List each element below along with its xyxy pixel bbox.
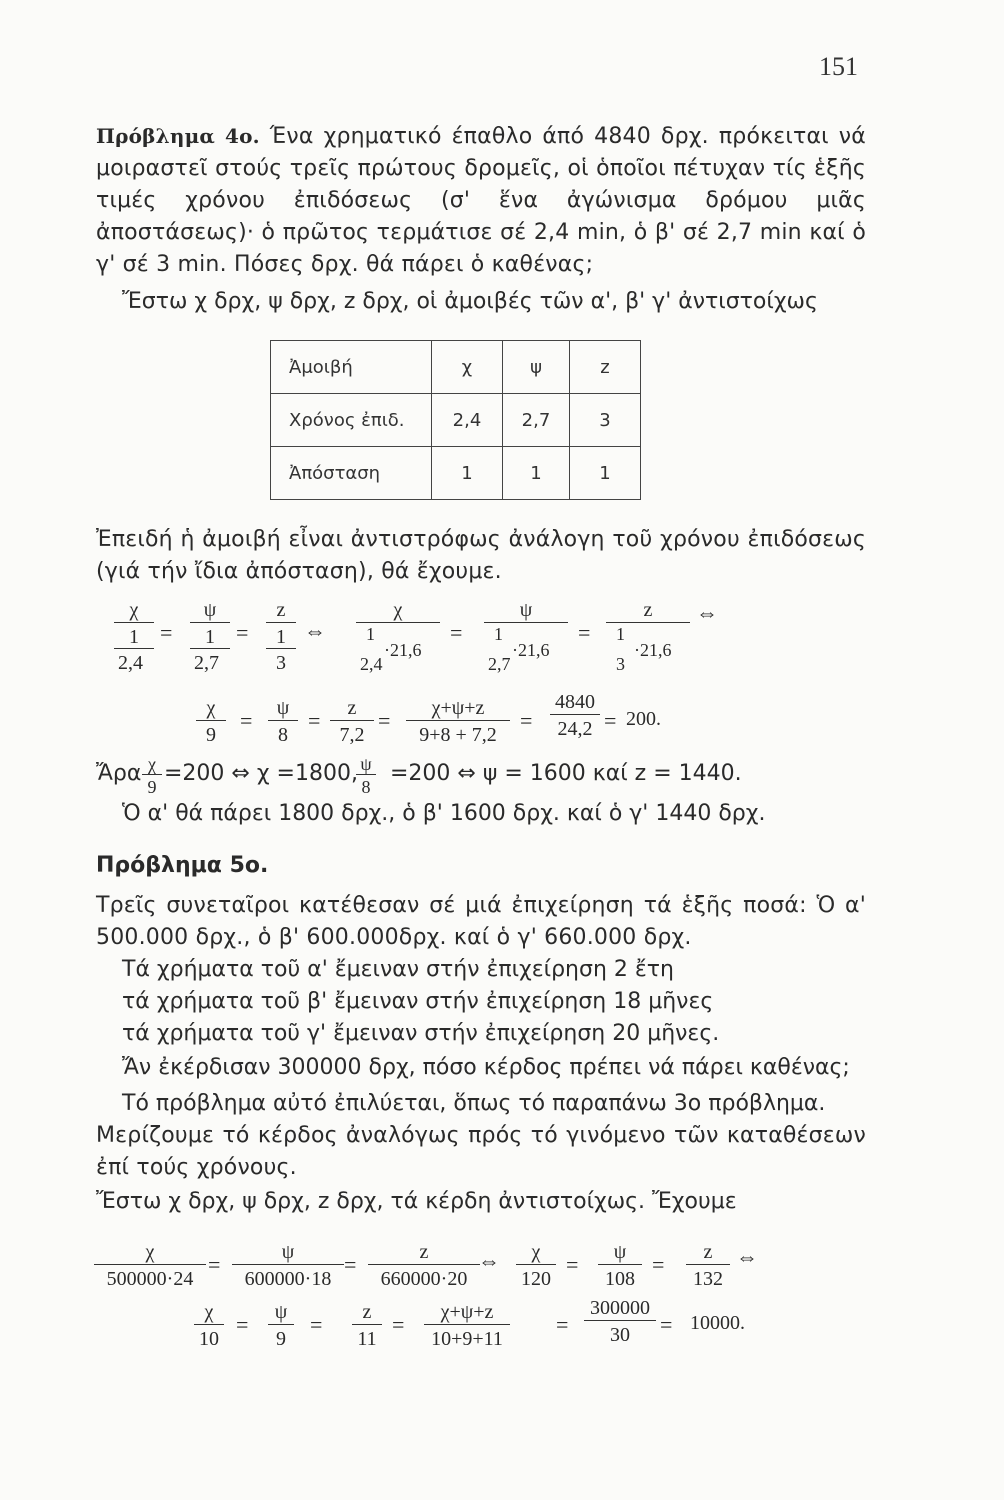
equals-sign: = <box>660 1312 673 1337</box>
inner-denominator: 3 <box>616 654 625 674</box>
inner-numerator: 1 <box>616 624 625 644</box>
numerator: z <box>266 598 296 623</box>
problem5-line1: Τρεῖς συνεταῖροι κατέθεσαν σέ μιά ἐπιχείρηση τά ἑξῆς ποσά: Ὁ α' 500.000 δρχ., ὁ β' 600.000δρχ. καί ὁ γ' 660.000 δρχ. <box>96 893 866 950</box>
equivalence-arrow: ⇔ <box>696 600 718 625</box>
numerator: χ+ψ+z <box>406 696 510 721</box>
problem5-line8: Ἔστω χ δρχ, ψ δρχ, z δρχ, τά κέρδη ἀντιστοίχως. Ἔχουμε <box>96 1189 737 1214</box>
table-header-cell: Ἀμοιβή <box>271 341 432 394</box>
numerator: ψ <box>190 598 230 623</box>
table-header-cell: χ <box>432 341 503 394</box>
numerator: 4840 <box>550 690 600 715</box>
table-cell: 1 <box>432 447 503 500</box>
table-header-cell: z <box>570 341 641 394</box>
numerator: z <box>606 598 690 623</box>
fraction <box>142 754 162 797</box>
denominator: 120 <box>521 1268 551 1290</box>
fraction <box>606 598 690 623</box>
denominator: 9 <box>147 777 157 797</box>
problem4-answer: Ὁ α' θά πάρει 1800 δρχ., ὁ β' 1600 δρχ. καί ὁ γ' 1440 δρχ. <box>122 801 766 826</box>
denominator: 600000·18 <box>244 1268 332 1290</box>
table-cell: 2,7 <box>503 394 570 447</box>
table-cell: 1 <box>570 447 641 500</box>
numerator: ψ <box>268 1300 294 1325</box>
table-header-cell: ψ <box>503 341 570 394</box>
fraction <box>356 754 376 797</box>
numerator: z <box>352 1300 382 1325</box>
numerator: ψ <box>356 754 376 775</box>
numerator: χ <box>196 696 226 721</box>
denominator: 1 <box>205 626 215 648</box>
problem5-line7: Μερίζουμε τό κέρδος ἀναλόγως πρός τό γινόμενο τῶν καταθέσεων ἐπί τούς χρόνους. <box>96 1123 866 1180</box>
problem5-line6: Τό πρόβλημα αὐτό ἐπιλύεται, ὅπως τό παραπάνω 3ο πρόβλημα. <box>122 1091 826 1116</box>
ara-word: Ἄρα <box>96 761 142 786</box>
table-cell: 3 <box>570 394 641 447</box>
numerator: χ <box>142 754 162 775</box>
denominator: 9 <box>206 724 216 746</box>
data-table <box>270 340 641 500</box>
denominator: 660000·20 <box>380 1268 468 1290</box>
numerator: χ <box>94 1240 206 1265</box>
equals-sign: = <box>344 1252 357 1277</box>
fraction <box>356 598 440 623</box>
ara-part2: =200 ⇔ ψ = 1600 καί z = 1440. <box>390 761 742 786</box>
ara-part1: =200 ⇔ χ =1800, <box>164 761 358 786</box>
equals-sign: = <box>450 620 463 645</box>
table-cell: Ἀπόσταση <box>271 447 432 500</box>
numerator: χ+ψ+z <box>424 1300 510 1325</box>
denominator: 108 <box>605 1268 635 1290</box>
denominator: 30 <box>610 1324 630 1346</box>
page-number: 151 <box>819 52 858 81</box>
numerator: ψ <box>598 1240 642 1265</box>
problem4-statement <box>96 120 866 281</box>
equals-sign: = <box>604 708 617 733</box>
fraction-bar <box>114 648 154 649</box>
numerator: z <box>330 696 374 721</box>
result: 10000. <box>690 1312 745 1334</box>
equivalence-arrow: ⇔ <box>304 618 326 643</box>
denominator: 500000·24 <box>106 1268 194 1290</box>
table-cell: 1 <box>503 447 570 500</box>
fraction <box>352 1300 382 1351</box>
fraction <box>516 1240 556 1291</box>
denominator: 11 <box>357 1328 377 1350</box>
denominator: 132 <box>693 1268 723 1290</box>
inner-denominator: 2,7 <box>488 654 511 674</box>
numerator: ψ <box>268 696 298 721</box>
table-cell: Χρόνος ἐπιδ. <box>271 394 432 447</box>
fraction <box>484 598 568 623</box>
denominator: 8 <box>278 724 288 746</box>
denominator: 9 <box>276 1328 286 1350</box>
table-cell: 2,4 <box>432 394 503 447</box>
numerator: ψ <box>232 1240 344 1265</box>
numerator: 300000 <box>584 1296 656 1321</box>
equals-sign: = <box>236 1312 249 1337</box>
equals-sign: = <box>240 708 253 733</box>
denominator: 10+9+11 <box>431 1328 503 1350</box>
denominator: 24,2 <box>557 718 593 740</box>
result: 200. <box>626 708 661 730</box>
equals-sign: = <box>236 620 249 645</box>
equals-sign: = <box>392 1312 405 1337</box>
denominator: 2,4 <box>118 652 143 674</box>
equals-sign: = <box>378 708 391 733</box>
fraction <box>232 1240 344 1291</box>
problem5-heading: Πρόβλημα 5ο. <box>96 853 269 878</box>
denominator: 7,2 <box>339 724 365 746</box>
problem4-let: Ἔστω χ δρχ, ψ δρχ, z δρχ, οἱ ἀμοιβές τῶν α', β' γ' ἀντιστοίχως <box>122 289 818 314</box>
numerator: χ <box>356 598 440 623</box>
problem4-heading: Πρόβλημα 4ο. <box>96 124 260 148</box>
fraction <box>368 1240 480 1291</box>
fraction <box>190 598 230 649</box>
equals-sign: = <box>566 1252 579 1277</box>
fraction <box>330 696 374 747</box>
inner-numerator: 1 <box>494 624 503 644</box>
equals-sign: = <box>208 1252 221 1277</box>
numerator: z <box>686 1240 730 1265</box>
equivalence-arrow: ⇔ <box>478 1248 500 1273</box>
multiplier: ·21,6 <box>384 640 422 660</box>
fraction-bar <box>190 648 230 649</box>
problem5-line3: τά χρήματα τοῦ β' ἔμειναν στήν ἐπιχείρηση 18 μῆνες <box>122 989 714 1014</box>
equals-sign: = <box>520 708 533 733</box>
multiplier: ·21,6 <box>512 640 550 660</box>
fraction <box>268 1300 294 1351</box>
inner-numerator: 1 <box>366 624 375 644</box>
problem5-line5: Ἄν ἐκέρδισαν 300000 δρχ, πόσο κέρδος πρέπει νά πάρει καθένας; <box>122 1055 850 1080</box>
fraction <box>196 696 226 747</box>
numerator: z <box>368 1240 480 1265</box>
numerator: χ <box>114 598 154 623</box>
fraction-bar <box>266 648 296 649</box>
equivalence-arrow: ⇔ <box>736 1244 758 1269</box>
problem5-line2: Τά χρήματα τοῦ α' ἔμειναν στήν ἐπιχείρηση 2 ἔτη <box>122 957 674 982</box>
fraction <box>268 696 298 747</box>
equals-sign: = <box>556 1312 569 1337</box>
problem4-text: Ένα χρηματικό έπαθλο άπό 4840 δρχ. πρόκειται νά μοιραστεῖ στούς τρεῖς πρώτους δρομεῖς, οἱ ὁποῖοι πέτυχαν τίς ἑξῆς τιμές χρόνου ἐπιδόσεως (σ' ἕνα ἀγώνισμα δρόμου μιᾶς ἀποστάσεως)· ὁ πρῶτος τερμάτισε σέ 2,4 min, ὁ β' σέ 2,7 min καί ὁ γ' σέ 3 min. Πόσες δρχ. θά πάρει ὁ καθένας; <box>96 124 866 277</box>
equals-sign: = <box>652 1252 665 1277</box>
problem5-line4: τά χρήματα τοῦ γ' ἔμειναν στήν ἐπιχείρηση 20 μῆνες. <box>122 1021 720 1046</box>
table-row <box>271 394 641 447</box>
numerator: ψ <box>484 598 568 623</box>
numerator: χ <box>194 1300 224 1325</box>
inner-denominator: 2,4 <box>360 654 383 674</box>
fraction <box>424 1300 510 1351</box>
fraction <box>94 1240 206 1291</box>
denominator: 1 <box>129 626 139 648</box>
fraction <box>550 690 600 741</box>
denominator: 3 <box>276 652 286 674</box>
problem4-since: Ἐπειδή ἡ ἀμοιβή εἶναι ἀντιστρόφως ἀνάλογη τοῦ χρόνου ἐπιδόσεως (γιά τήν ἴδια ἀπόσταση), θά ἔχουμε. <box>96 527 866 584</box>
numerator: χ <box>516 1240 556 1265</box>
denominator: 1 <box>276 626 286 648</box>
fraction <box>584 1296 656 1347</box>
multiplier: ·21,6 <box>634 640 672 660</box>
equals-sign: = <box>578 620 591 645</box>
fraction <box>686 1240 730 1291</box>
fraction <box>598 1240 642 1291</box>
equals-sign: = <box>308 708 321 733</box>
equals-sign: = <box>310 1312 323 1337</box>
denominator: 10 <box>199 1328 219 1350</box>
fraction <box>406 696 510 747</box>
fraction <box>266 598 296 649</box>
fraction <box>114 598 154 649</box>
denominator: 2,7 <box>194 652 219 674</box>
denominator: 8 <box>361 777 371 797</box>
fraction <box>194 1300 224 1351</box>
table-header-row <box>271 341 641 394</box>
equals-sign: = <box>160 620 173 645</box>
denominator: 9+8 + 7,2 <box>419 724 497 746</box>
table-row <box>271 447 641 500</box>
